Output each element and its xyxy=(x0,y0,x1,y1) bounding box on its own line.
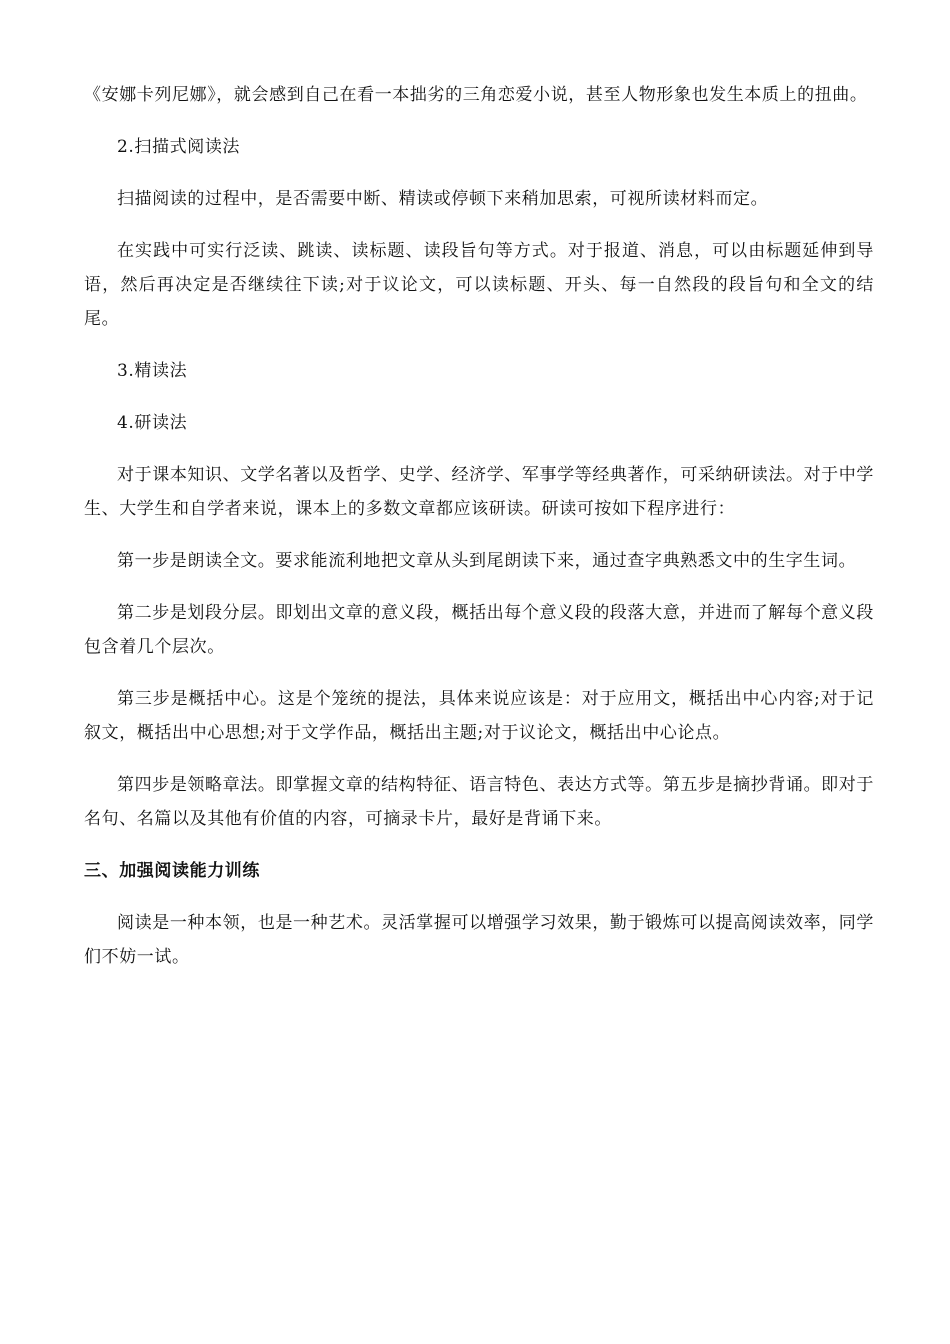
list-item-intensive-reading: 3.精读法 xyxy=(117,361,188,381)
list-item-scanning-reading: 2.扫描式阅读法 xyxy=(117,137,241,157)
document-body xyxy=(84,78,874,992)
paragraph-continuation: 《安娜卡列尼娜》，就会感到自己在看一本拙劣的三角恋爱小说，甚至人物形象也发生本质上的扭曲。 xyxy=(84,85,868,105)
paragraph-step-one: 第一步是朗读全文。要求能流利地把文章从头到尾朗读下来，通过查字典熟悉文中的生字生词。 xyxy=(117,551,857,571)
paragraph-scanning-process: 扫描阅读的过程中，是否需要中断、精读或停顿下来稍加思索，可视所读材料而定。 xyxy=(117,189,769,209)
paragraph-step-four-five: 第四步是领略章法。即掌握文章的结构特征、语言特色、表达方式等。第五步是摘抄背诵。即对于名句、名篇以及其他有价值的内容，可摘录卡片，最好是背诵下来。 xyxy=(84,775,874,829)
paragraph-scanning-practice: 在实践中可实行泛读、跳读、读标题、读段旨句等方式。对于报道、消息，可以由标题延伸到导语，然后再决定是否继续往下读;对于议论文，可以读标题、开头、每一自然段的段旨句和全文的结尾。 xyxy=(84,241,874,329)
paragraph-step-three: 第三步是概括中心。这是个笼统的提法，具体来说应该是：对于应用文，概括出中心内容;对于记叙文，概括出中心思想;对于文学作品，概括出主题;对于议论文，概括出中心论点。 xyxy=(84,689,874,743)
paragraph-conclusion: 阅读是一种本领，也是一种艺术。灵活掌握可以增强学习效果，勤于锻炼可以提高阅读效率，同学们不妨一试。 xyxy=(84,913,874,967)
section-heading: 三、加强阅读能力训练 xyxy=(84,861,260,881)
list-item-study-reading: 4.研读法 xyxy=(117,413,188,433)
paragraph-step-two: 第二步是划段分层。即划出文章的意义段，概括出每个意义段的段落大意，并进而了解每个意义段包含着几个层次。 xyxy=(84,603,874,657)
paragraph-study-reading-intro: 对于课本知识、文学名著以及哲学、史学、经济学、军事学等经典著作，可采纳研读法。对于中学生、大学生和自学者来说，课本上的多数文章都应该研读。研读可按如下程序进行： xyxy=(84,465,874,519)
